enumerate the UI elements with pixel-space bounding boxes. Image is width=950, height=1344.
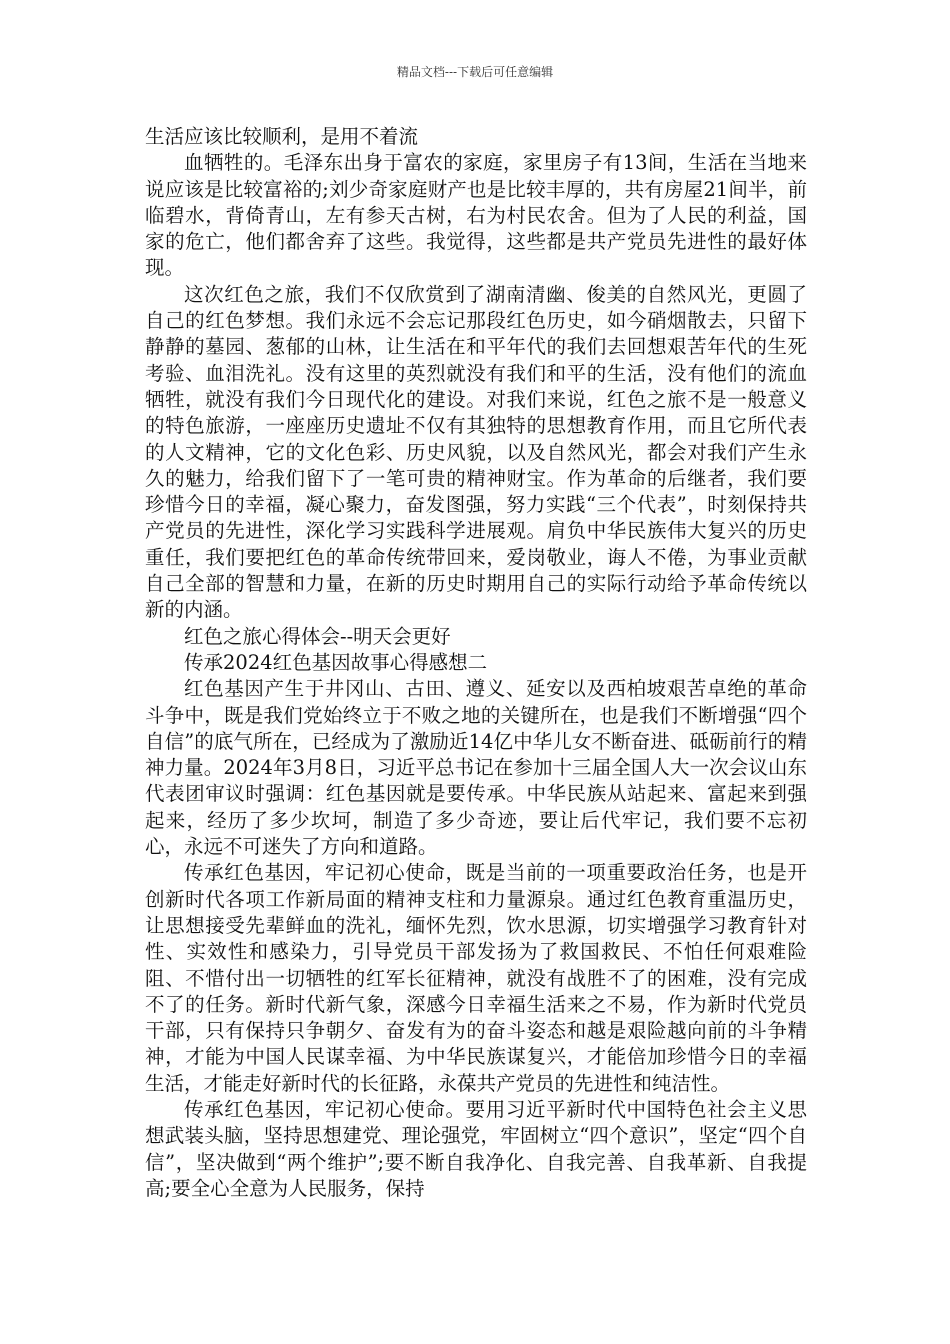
paragraph: 血牺牲的。毛泽东出身于富农的家庭，家里房子有13间，生活在当地来说应该是比较富裕的;刘少奇家庭财产也是比较丰厚的，共有房屋21间半，前临碧水，背倚青山，左有参天古树，右为村民农舍。但为了人民的利益，国家的危亡，他们都舍弃了这些。我觉得，这些都是共产党员先进性的最好体现。 [145, 151, 807, 280]
page-header: 精品文档---下载后可任意编辑 [396, 65, 554, 79]
document-body [145, 124, 807, 1202]
paragraph: 传承红色基因，牢记初心使命，既是当前的一项重要政治任务，也是开创新时代各项工作新局面的精神支柱和力量源泉。通过红色教育重温历史，让思想接受先辈鲜血的洗礼，缅怀先烈，饮水思源，切实增强学习教育针对性、实效性和感染力，引导党员干部发扬为了救国救民、不怕任何艰难险阻、不惜付出一切牺牲的红军长征精神，就没有战胜不了的困难，没有完成不了的任务。新时代新气象，深感今日幸福生活来之不易，作为新时代党员干部，只有保持只争朝夕、奋发有为的奋斗姿态和越是艰险越向前的斗争精神，才能为中国人民谋幸福、为中华民族谋复兴，才能倍加珍惜今日的幸福生活，才能走好新时代的长征路，永葆共产党员的先进性和纯洁性。 [145, 861, 807, 1095]
paragraph: 生活应该比较顺利，是用不着流 [145, 125, 419, 148]
paragraph: 传承2024红色基因故事心得感想二 [184, 650, 488, 674]
paragraph: 传承红色基因，牢记初心使命。要用习近平新时代中国特色社会主义思想武装头脑，坚持思想建党、理论强党，牢固树立“四个意识”，坚定“四个自信”，坚决做到“两个维护”;要不断自我净化、自我完善、自我革新、自我提高;要全心全意为人民服务，保持 [145, 1097, 807, 1200]
paragraph: 这次红色之旅，我们不仅欣赏到了湖南清幽、俊美的自然风光，更圆了自己的红色梦想。我们永远不会忘记那段红色历史，如今硝烟散去，只留下静静的墓园、葱郁的山林，让生活在和平年代的我们去回想艰苦年代的生死考验、血泪洗礼。没有这里的英烈就没有我们和平的生活，没有他们的流血牺牲，就没有我们今日现代化的建设。对我们来说，红色之旅不是一般意义的特色旅游，一座座历史遗址不仅有其独特的思想教育作用，而且它所代表的人文精神，它的文化色彩、历史风貌，以及自然风光，都会对我们产生永久的魅力，给我们留下了一笔可贵的精神财宝。作为革命的后继者，我们要珍惜今日的幸福，凝心聚力，奋发图强，努力实践“三个代表”，时刻保持共产党员的先进性，深化学习实践科学进展观。肩负中华民族伟大复兴的历史重任，我们要把红色的革命传统带回来，爱岗敬业，诲人不倦，为事业贡献自己全部的智慧和力量，在新的历史时期用自己的实际行动给予革命传统以新的内涵。 [145, 282, 807, 622]
paragraph: 红色基因产生于井冈山、古田、遵义、延安以及西柏坡艰苦卓绝的革命斗争中，既是我们党始终立于不败之地的关键所在，也是我们不断增强“四个自信”的底气所在，已经成为了激励近14亿中华儿女不断奋进、砥砺前行的精神力量。2024年3月8日，习近平总书记在参加十三届全国人大一次会议山东代表团审议时强调：红色基因就是要传承。中华民族从站起来、富起来到强起来，经历了多少坎坷，制造了多少奇迹，要让后代牢记，我们要不忘初心，永远不可迷失了方向和道路。 [145, 677, 807, 859]
paragraph: 红色之旅心得体会--明天会更好 [184, 624, 451, 648]
